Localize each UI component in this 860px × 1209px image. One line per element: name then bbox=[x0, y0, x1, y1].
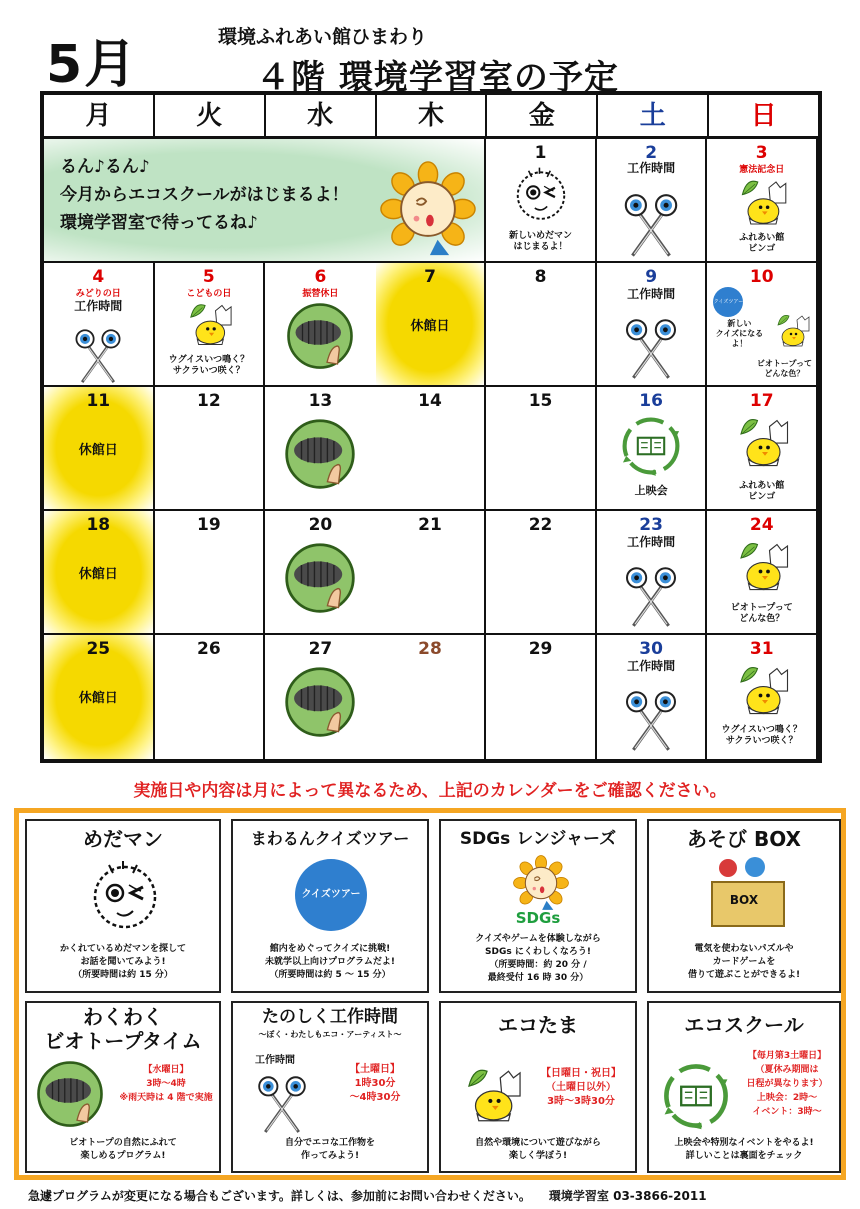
program-description: ビオトープの自然にふれて 楽しめるプログラム! bbox=[69, 1138, 177, 1161]
day-31 bbox=[707, 635, 818, 759]
chick-icon bbox=[459, 1063, 525, 1129]
day-number: 18 bbox=[86, 515, 111, 535]
sdgs-logo: SDGs bbox=[515, 909, 561, 927]
day-25 bbox=[44, 635, 155, 759]
day-number: 29 bbox=[528, 639, 553, 659]
weekday-wed: 水 bbox=[266, 95, 377, 136]
day-13 bbox=[265, 387, 376, 511]
craft-time-sign: 工作時間 bbox=[74, 299, 123, 313]
day-29 bbox=[486, 635, 597, 759]
scissors-icon bbox=[618, 673, 684, 753]
program-description: 上映会や特別なイベントをやるよ! 詳しいことは裏面をチェック bbox=[674, 1138, 814, 1161]
day-3 bbox=[707, 139, 818, 263]
day-31-caption: ウグイスいつ鳴く？ サクラいつ咲く？ bbox=[721, 725, 802, 746]
day-12 bbox=[155, 387, 266, 511]
closed-label: 休館日 bbox=[78, 443, 118, 458]
scissors-icon bbox=[618, 301, 684, 381]
day-number: 2 bbox=[645, 143, 658, 163]
day-number: 11 bbox=[86, 391, 111, 411]
weekday-header bbox=[44, 95, 818, 139]
weekday-sat: 土 bbox=[598, 95, 709, 136]
holiday-name: 振替休日 bbox=[302, 289, 339, 299]
day-22 bbox=[486, 511, 597, 635]
day-11 bbox=[44, 387, 155, 511]
program-title: わくわく bbox=[83, 1005, 163, 1029]
day-23 bbox=[597, 511, 708, 635]
day-number: 26 bbox=[197, 639, 221, 659]
recycle-book-icon bbox=[659, 1059, 733, 1133]
banner-line-2: 今月からエコスクールがはじまるよ！ bbox=[60, 185, 349, 205]
program-title: SDGs レンジャーズ bbox=[459, 829, 617, 849]
day-27 bbox=[265, 635, 376, 759]
holiday-name: 憲法記念日 bbox=[739, 165, 785, 175]
day-number: 6 bbox=[314, 267, 327, 287]
program-quiz-tour bbox=[231, 819, 429, 993]
day-18 bbox=[44, 511, 155, 635]
quiz-badge-icon: クイズツアー bbox=[713, 287, 743, 317]
day-number: 14 bbox=[418, 391, 442, 411]
day-17 bbox=[707, 387, 818, 511]
banner-line-1: るん♪るん♪ bbox=[60, 157, 150, 177]
day-number: 28 bbox=[418, 639, 442, 659]
day-1-caption: 新しいめだマン はじまるよ！ bbox=[509, 231, 573, 252]
pillbug-icon bbox=[283, 541, 357, 615]
month-title: 5月 bbox=[46, 35, 139, 95]
closed-label: 休館日 bbox=[78, 691, 118, 706]
weekday-tue: 火 bbox=[155, 95, 266, 136]
holiday-name: みどりの日 bbox=[75, 289, 121, 299]
page-title: ４階 環境学習室の予定 bbox=[256, 58, 619, 98]
program-title: エコたま bbox=[498, 1013, 578, 1037]
day-number: 23 bbox=[639, 515, 663, 535]
banner-line-3: 環境学習室で待ってるね♪ bbox=[60, 213, 258, 233]
day-5 bbox=[155, 263, 266, 387]
program-medaman bbox=[25, 819, 221, 993]
recycle-book-icon bbox=[618, 413, 684, 479]
toy-ball-icon bbox=[719, 859, 737, 877]
craft-time-sign: 工作時間 bbox=[255, 1055, 295, 1066]
day-24 bbox=[707, 511, 818, 635]
scissors-icon bbox=[618, 549, 684, 629]
program-description: 館内をめぐってクイズに挑戦! 未就学以上向けプログラムだよ! （所要時間は約 5 ～ 15 分） bbox=[264, 944, 395, 980]
program-description: 電気を使わないパズルや カードゲームを 借りて遊ぶことができるよ! bbox=[687, 944, 801, 980]
day-number: 19 bbox=[197, 515, 221, 535]
program-schedule: 【毎月第3土曜日】 （夏休み期間は 日程が異なります） 上映会：2時～ イベント：3時～ bbox=[746, 1051, 828, 1117]
program-title: まわるんクイズツアー bbox=[250, 829, 410, 848]
day-number: 17 bbox=[749, 391, 774, 411]
day-number: 7 bbox=[424, 267, 436, 287]
scissors-icon bbox=[616, 175, 686, 259]
day-7 bbox=[376, 263, 487, 387]
sunflower-mascot-icon bbox=[380, 161, 476, 257]
weekday-sun: 日 bbox=[750, 101, 777, 131]
craft-time-sign: 工作時間 bbox=[627, 161, 676, 175]
day-30 bbox=[597, 635, 708, 759]
day-28 bbox=[376, 635, 487, 759]
day-10 bbox=[707, 263, 818, 387]
program-title: めだマン bbox=[83, 827, 163, 851]
day-number: 22 bbox=[528, 515, 553, 535]
scissors-icon bbox=[67, 313, 129, 385]
program-eco-school bbox=[647, 1001, 841, 1173]
welcome-banner bbox=[44, 139, 486, 263]
program-subtitle: ～ぼく・わたしもエコ・アーティスト～ bbox=[258, 1030, 402, 1039]
quiz-badge-icon: クイズツアー bbox=[295, 859, 367, 931]
day-number: 27 bbox=[308, 639, 333, 659]
medaman-icon bbox=[85, 855, 165, 935]
medaman-icon bbox=[510, 163, 572, 225]
day-number: 12 bbox=[197, 391, 221, 411]
day-number: 4 bbox=[92, 267, 105, 287]
program-schedule: 【日曜日・祝日】 （土曜日以外） 3時～3時30分 bbox=[541, 1068, 621, 1107]
program-guide bbox=[14, 808, 846, 1180]
day-number: 31 bbox=[749, 639, 774, 659]
closed-label: 休館日 bbox=[410, 319, 450, 334]
program-description: 自然や環境について遊びながら 楽しく学ぼう! bbox=[475, 1138, 601, 1161]
day-number: 10 bbox=[749, 267, 774, 287]
box-label: BOX bbox=[729, 893, 759, 907]
day-10-caption-2: ビオトープって どんな色？ bbox=[756, 359, 812, 378]
program-ecotama bbox=[439, 1001, 637, 1173]
program-description: かくれているめだマンを探して お話を聞いてみよう! （所要時間は約 15 分） bbox=[59, 944, 186, 980]
chick-icon bbox=[732, 661, 792, 721]
day-number: 15 bbox=[528, 391, 553, 411]
day-26 bbox=[155, 635, 266, 759]
day-5-caption: ウグイスいつ鳴く？ サクラいつ咲く？ bbox=[168, 355, 250, 376]
day-8 bbox=[486, 263, 597, 387]
day-number: 5 bbox=[202, 267, 215, 287]
chick-icon bbox=[183, 299, 235, 351]
day-number: 25 bbox=[86, 639, 111, 659]
day-9 bbox=[597, 263, 708, 387]
weekday-fri: 金 bbox=[487, 95, 598, 136]
day-21 bbox=[376, 511, 487, 635]
program-title: エコスクール bbox=[684, 1013, 804, 1037]
day-15 bbox=[486, 387, 597, 511]
weekday-mon: 月 bbox=[44, 95, 155, 136]
day-4 bbox=[44, 263, 155, 387]
program-craft-time bbox=[231, 1001, 429, 1173]
craft-time-sign: 工作時間 bbox=[627, 659, 676, 673]
day-17-caption: ふれあい館 ビンゴ bbox=[739, 481, 785, 502]
footer-contact: 急遽プログラムが変更になる場合もございます。詳しくは、参加前にお問い合わせください。 環境学習室 03-3866-2011 bbox=[28, 1189, 707, 1203]
program-schedule: 【土曜日】 1時30分 ～4時30分 bbox=[349, 1064, 401, 1103]
craft-time-sign: 工作時間 bbox=[627, 535, 676, 549]
day-20 bbox=[265, 511, 376, 635]
toy-top-icon bbox=[745, 857, 765, 877]
closed-label: 休館日 bbox=[78, 567, 118, 582]
craft-time-sign: 工作時間 bbox=[627, 287, 676, 301]
pillbug-icon bbox=[35, 1059, 105, 1129]
day-number: 21 bbox=[418, 515, 442, 535]
day-16 bbox=[597, 387, 708, 511]
day-number: 9 bbox=[645, 267, 658, 287]
program-title: あそび BOX bbox=[687, 827, 801, 851]
day-16-caption: 上映会 bbox=[634, 484, 668, 497]
day-number: 30 bbox=[639, 639, 663, 659]
day-10-caption-1: 新しい クイズになるよ！ bbox=[715, 319, 764, 348]
program-description: クイズやゲームを体験しながら SDGs にくわしくなろう! （所要時間：約 20 分 / 最終受付 16 時 30 分） bbox=[475, 934, 601, 983]
day-24-caption: ビオトープって どんな色？ bbox=[730, 603, 793, 624]
program-asobi-box bbox=[647, 819, 841, 993]
program-description: 自分でエコな工作物を 作ってみよう! bbox=[284, 1138, 375, 1161]
scissors-icon bbox=[251, 1059, 313, 1135]
day-number: 8 bbox=[534, 267, 547, 287]
pillbug-icon bbox=[283, 665, 357, 739]
day-2 bbox=[597, 139, 708, 263]
chick-icon bbox=[772, 311, 812, 351]
holiday-name: こどもの日 bbox=[186, 289, 232, 299]
program-title-2: ビオトープタイム bbox=[44, 1029, 202, 1053]
program-biotope-time bbox=[25, 1001, 221, 1173]
day-number: 24 bbox=[749, 515, 774, 535]
calendar-notice: 実施日や内容は月によって異なるため、上記のカレンダーをご確認ください。 bbox=[133, 781, 727, 801]
calendar bbox=[40, 91, 822, 763]
pillbug-icon bbox=[283, 417, 357, 491]
sunflower-mascot-icon bbox=[513, 855, 569, 911]
day-1 bbox=[486, 139, 597, 263]
day-number: 13 bbox=[308, 391, 333, 411]
program-schedule: 【水曜日】 3時～4時 ※雨天時は 4 階で実施 bbox=[119, 1065, 213, 1103]
facility-name: 環境ふれあい館ひまわり bbox=[218, 26, 428, 48]
program-title: たのしく工作時間 bbox=[262, 1007, 398, 1027]
day-number: 20 bbox=[308, 515, 333, 535]
day-number: 16 bbox=[639, 391, 663, 411]
day-3-caption: ふれあい館 ビンゴ bbox=[739, 233, 785, 254]
pillbug-icon bbox=[285, 301, 355, 371]
chick-icon bbox=[732, 537, 792, 597]
day-number: 3 bbox=[755, 143, 768, 163]
chick-icon bbox=[732, 413, 792, 473]
program-sdgs-rangers bbox=[439, 819, 637, 993]
day-19 bbox=[155, 511, 266, 635]
day-14 bbox=[376, 387, 487, 511]
weekday-thu: 木 bbox=[377, 95, 488, 136]
day-number: 1 bbox=[534, 143, 547, 163]
chick-icon bbox=[734, 175, 790, 231]
day-6 bbox=[265, 263, 376, 387]
